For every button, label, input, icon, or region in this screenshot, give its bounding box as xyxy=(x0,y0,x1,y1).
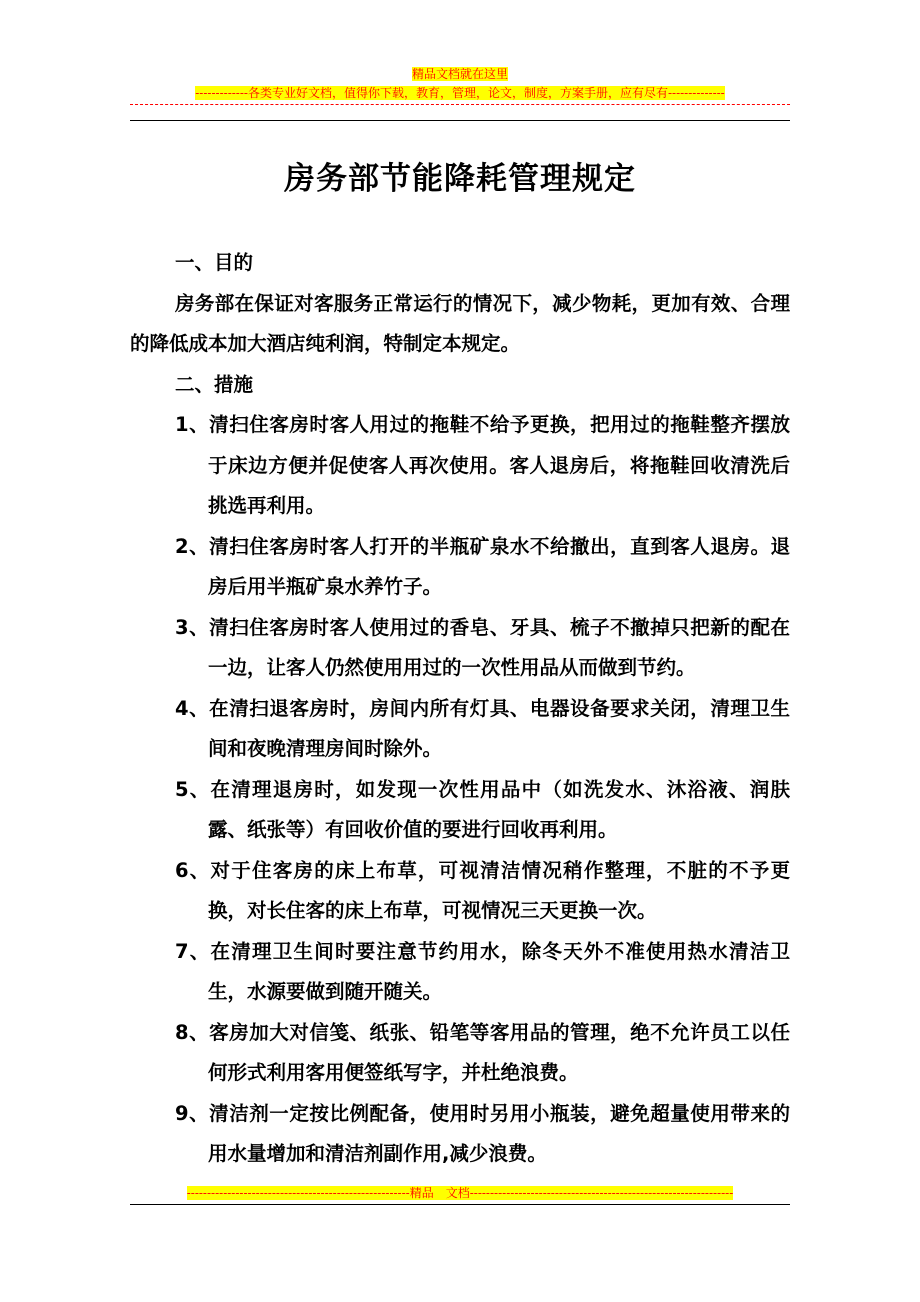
measure-item-9: 9、清洁剂一定按比例配备，使用时另用小瓶装，避免超量使用带来的用水量增加和清洁剂副作用,减少浪费。 xyxy=(175,1101,790,1165)
header-rule xyxy=(130,120,790,121)
measure-item-6: 6、对于住客房的床上布草，可视清洁情况稍作整理，不脏的不予更换，对长住客的床上布草，可视情况三天更换一次。 xyxy=(175,858,790,922)
measure-item-5: 5、在清理退房时，如发现一次性用品中（如洗发水、沐浴液、润肤露、纸张等）有回收价值的要进行回收再利用。 xyxy=(175,777,790,841)
header-dashed-divider xyxy=(130,104,790,111)
footer-rule xyxy=(130,1204,790,1205)
footer-text: -------------------------------------------------------精品 文档----------------------------------------------------------------- xyxy=(186,1186,734,1200)
measure-item-8: 8、客房加大对信笺、纸张、铅笔等客用品的管理，绝不允许员工以任何形式利用客用便签纸写字，并杜绝浪费。 xyxy=(175,1020,790,1084)
measure-item-3: 3、清扫住客房时客人使用过的香皂、牙具、梳子不撤掉只把新的配在一边，让客人仍然使用用过的一次性用品从而做到节约。 xyxy=(175,615,790,679)
header-banner-line xyxy=(0,85,920,101)
footer-line xyxy=(0,1185,920,1201)
header-banner-text: -------------各类专业好文档，值得你下载，教育，管理，论文，制度，方案手册，应有尽有-------------- xyxy=(195,86,725,100)
measure-item-4: 4、在清扫退客房时，房间内所有灯具、电器设备要求关闭，清理卫生间和夜晚清理房间时除外。 xyxy=(175,696,790,760)
measure-item-2: 2、清扫住客房时客人打开的半瓶矿泉水不给撤出，直到客人退房。退房后用半瓶矿泉水养竹子。 xyxy=(175,534,790,598)
header-top-line xyxy=(0,66,920,82)
section-paragraph-purpose: 房务部在保证对客服务正常运行的情况下，减少物耗，更加有效、合理的降低成本加大酒店纯利润，特制定本规定。 xyxy=(130,291,790,355)
section-heading-measures: 二、措施 xyxy=(175,372,254,396)
measure-item-7: 7、在清理卫生间时要注意节约用水，除冬天外不准使用热水清洁卫生，水源要做到随开随关。 xyxy=(175,939,790,1003)
document-title: 房务部节能降耗管理规定 xyxy=(284,161,636,197)
document-body xyxy=(130,243,790,1175)
header-top-text: 精品文档就在这里 xyxy=(411,67,508,81)
section-heading-purpose: 一、目的 xyxy=(175,251,254,274)
measure-item-1: 1、清扫住客房时客人用过的拖鞋不给予更换，把用过的拖鞋整齐摆放于床边方便并促使客人再次使用。客人退房后，将拖鞋回收清洗后挑选再利用。 xyxy=(175,413,790,517)
